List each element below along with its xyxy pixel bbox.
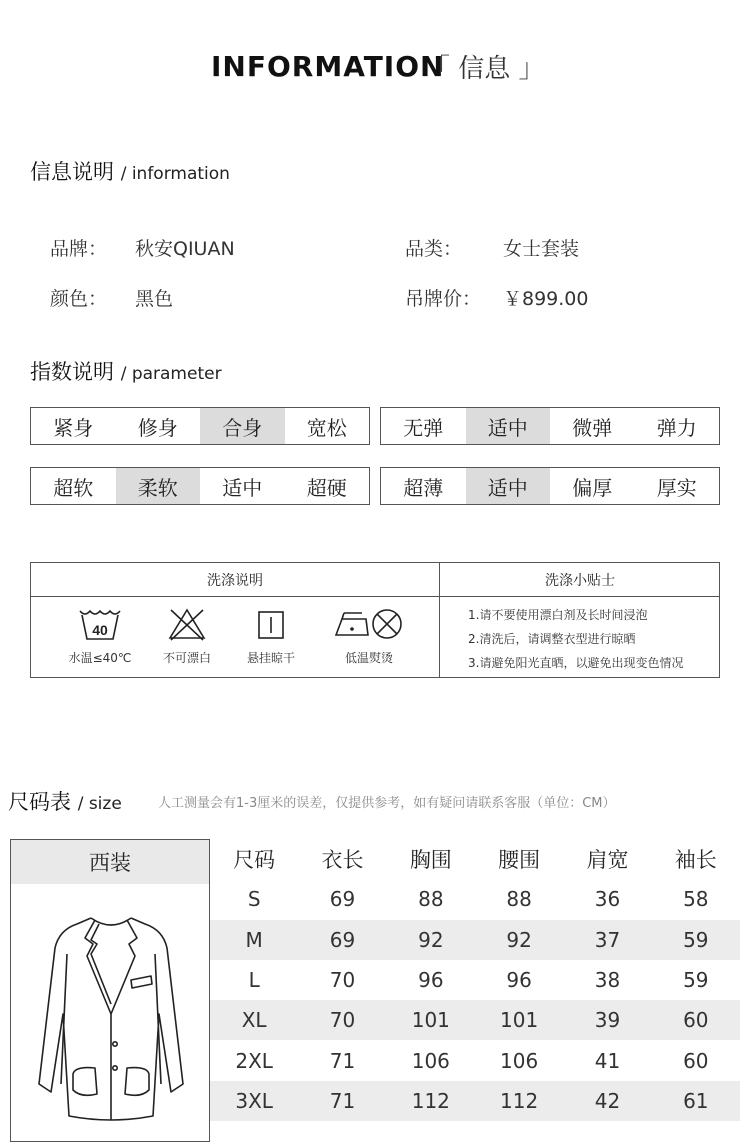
table-cell: 39 [594, 1008, 621, 1033]
size-section-title: 尺码表 [8, 790, 71, 814]
table-cell: 88 [506, 887, 532, 912]
table-cell: 112 [500, 1088, 539, 1113]
scale-option: 适中 [222, 475, 263, 500]
category-label: 品类： [405, 238, 463, 260]
wash-label: 不可漂白 [162, 651, 211, 665]
table-cell: 96 [506, 968, 532, 993]
table-cell: 42 [594, 1088, 621, 1113]
category-value: 女士套装 [503, 238, 580, 260]
table-cell: 36 [594, 887, 621, 912]
table-cell: 2XL [235, 1048, 273, 1073]
table-cell: 112 [411, 1088, 450, 1113]
wash-title: 洗涤说明 [207, 572, 263, 589]
color-value: 黑色 [135, 288, 174, 310]
param-section-title-en: / parameter [120, 364, 222, 384]
price-label: 吊牌价： [405, 288, 482, 310]
size-note: 人工测量会有1-3厘米的误差，仅提供参考，如有疑问请联系客服（单位：CM） [158, 796, 616, 811]
scale-option: 超软 [53, 475, 94, 500]
table-row [210, 1040, 740, 1080]
table-cell: S [247, 887, 261, 912]
table-row [210, 1000, 740, 1040]
table-row [210, 920, 740, 960]
thickness-scale [380, 467, 720, 505]
info-section-title-en: / information [120, 164, 230, 184]
no-bleach-icon [167, 607, 207, 641]
softness-scale [30, 467, 370, 505]
table-cell: L [248, 968, 260, 993]
color-label: 颜色： [50, 288, 108, 310]
table-cell: 3XL [235, 1088, 273, 1113]
wash-instructions-box [30, 562, 720, 678]
fit-scale [30, 407, 370, 445]
wash-tips-title: 洗涤小贴士 [545, 572, 615, 589]
scale-option: 修身 [137, 415, 178, 440]
scale-option: 适中 [466, 408, 551, 444]
info-section-heading [30, 156, 230, 186]
table-cell: 70 [329, 968, 356, 993]
elasticity-scale [380, 407, 720, 445]
table-cell: 92 [418, 927, 444, 952]
table-row [210, 1081, 740, 1121]
table-row [210, 960, 740, 1000]
table-cell: 92 [506, 927, 532, 952]
column-header: 衣长 [321, 848, 364, 873]
wash-40-icon [78, 607, 122, 641]
column-header: 肩宽 [586, 848, 629, 873]
brand-label: 品牌： [50, 238, 108, 260]
scale-option: 厚实 [656, 475, 697, 500]
table-cell: 69 [329, 927, 356, 952]
wash-label: 悬挂晾干 [246, 651, 295, 665]
table-row [210, 879, 740, 919]
hang-dry-icon [256, 607, 286, 641]
low-iron-icon [332, 607, 406, 641]
garment-image-box [10, 839, 210, 1142]
table-cell: 96 [418, 968, 444, 993]
table-cell: 71 [329, 1088, 356, 1113]
wash-item [231, 607, 311, 666]
wash-tip: 3.请避免阳光直晒，以避免出现变色情况 [468, 656, 684, 670]
scale-option: 超薄 [403, 475, 444, 500]
info-section-title: 信息说明 [30, 160, 114, 184]
table-cell: 41 [594, 1048, 621, 1073]
wash-tip: 2.清洗后，请调整衣型进行晾晒 [468, 632, 636, 646]
table-cell: 37 [594, 927, 621, 952]
brand-value: 秋安QIUAN [135, 238, 235, 260]
table-cell: 106 [411, 1048, 450, 1073]
garment-label: 西装 [11, 840, 209, 884]
scale-option: 宽松 [306, 415, 347, 440]
table-cell: 59 [683, 927, 709, 952]
param-section-title: 指数说明 [30, 360, 114, 384]
wash-item [147, 607, 227, 666]
param-section-heading [30, 356, 222, 386]
wash-item [60, 607, 140, 666]
page-title-cn: 「 信息 」 [424, 54, 545, 84]
blazer-illustration [11, 884, 209, 1141]
wash-item [329, 607, 409, 666]
wash-label: 低温熨烫 [344, 651, 393, 665]
scale-option: 无弹 [403, 415, 444, 440]
table-cell: 38 [594, 968, 621, 993]
table-cell: 88 [418, 887, 444, 912]
scale-option: 紧身 [53, 415, 94, 440]
column-header: 袖长 [674, 848, 717, 873]
column-header: 胸围 [409, 848, 452, 873]
table-cell: M [245, 927, 263, 952]
table-cell: 69 [329, 887, 356, 912]
price-value: ￥899.00 [503, 288, 589, 310]
scale-option: 偏厚 [572, 475, 613, 500]
table-cell: XL [241, 1008, 267, 1033]
table-header-row [210, 839, 740, 879]
scale-option: 适中 [466, 468, 551, 504]
scale-option: 弹力 [656, 415, 697, 440]
column-header: 尺码 [233, 848, 276, 873]
table-cell: 61 [683, 1088, 709, 1113]
page-title: INFORMATION [211, 50, 445, 83]
wash-tip: 1.请不要使用漂白剂及长时间浸泡 [468, 608, 648, 622]
table-cell: 101 [411, 1008, 450, 1033]
size-section-heading [8, 786, 122, 816]
scale-option: 超硬 [306, 475, 347, 500]
table-cell: 70 [329, 1008, 356, 1033]
table-cell: 59 [683, 968, 709, 993]
divider [31, 596, 719, 597]
scale-option: 合身 [200, 408, 285, 444]
table-cell: 106 [500, 1048, 539, 1073]
table-cell: 101 [500, 1008, 539, 1033]
wash-label: 水温≤40℃ [68, 651, 132, 665]
table-cell: 71 [329, 1048, 356, 1073]
scale-option: 微弹 [572, 415, 613, 440]
column-header: 腰围 [498, 848, 541, 873]
scale-option: 柔软 [116, 468, 201, 504]
size-section-title-en: / size [77, 794, 122, 814]
size-table [210, 839, 740, 1121]
table-cell: 60 [683, 1008, 709, 1033]
table-cell: 58 [683, 887, 709, 912]
wash-temp-symbol: 40 [92, 622, 108, 638]
table-cell: 60 [683, 1048, 709, 1073]
